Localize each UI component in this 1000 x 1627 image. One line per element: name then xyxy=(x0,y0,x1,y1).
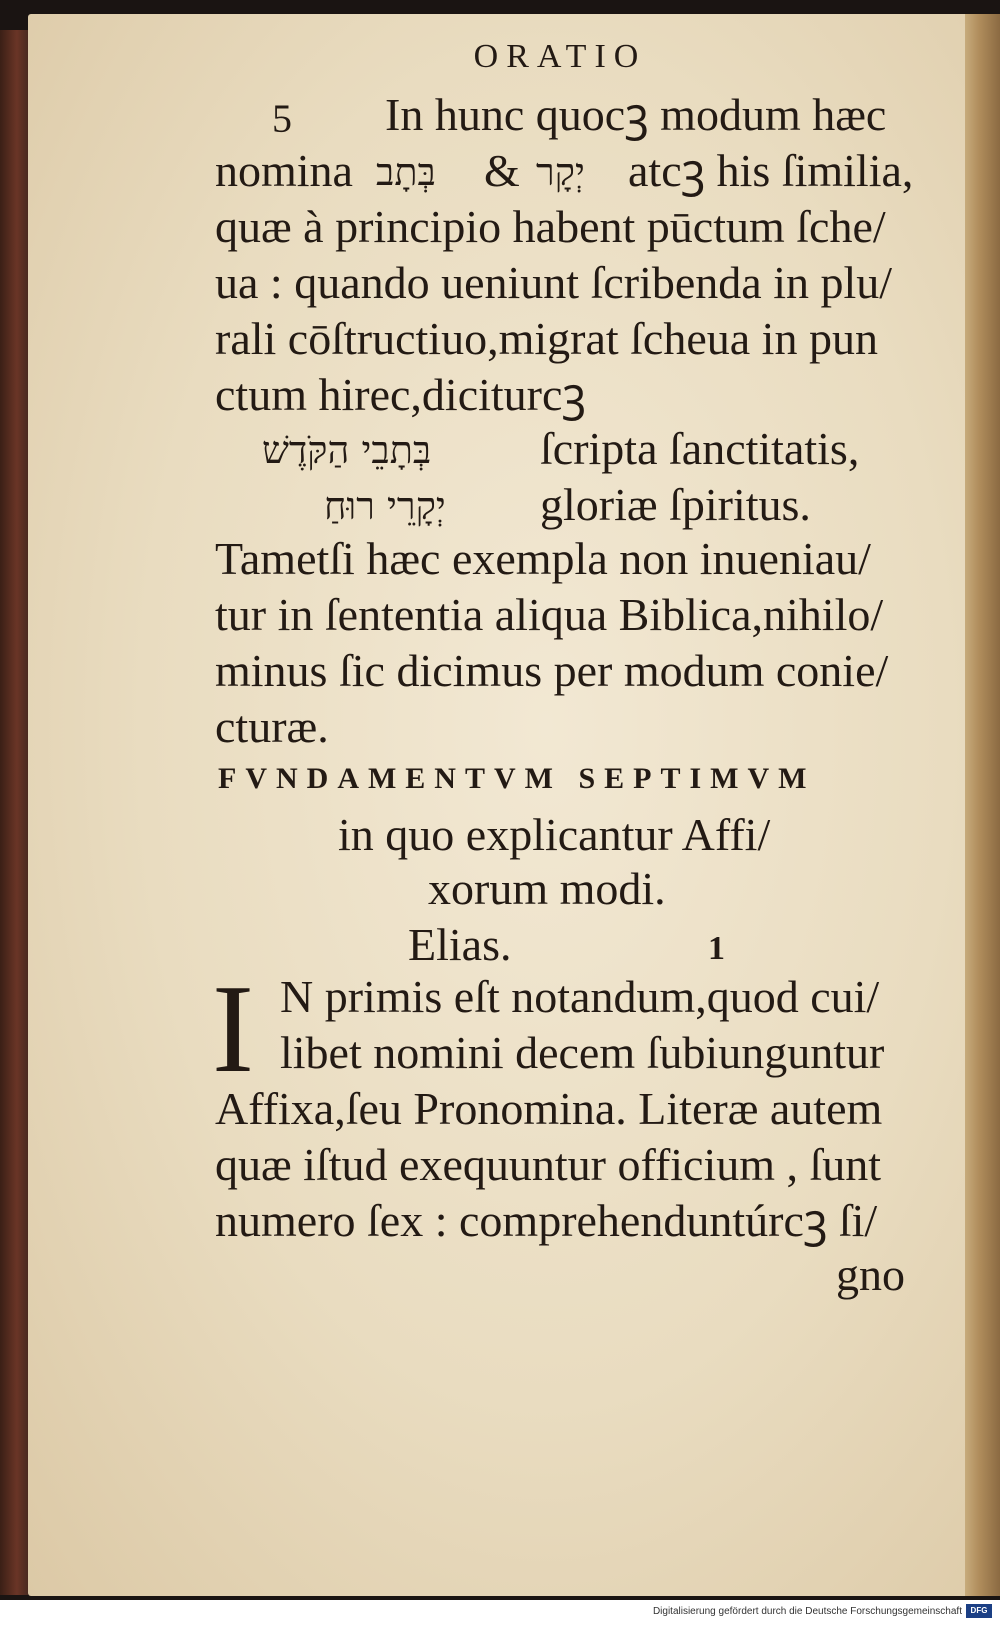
section-number: 5 xyxy=(272,96,292,141)
subtitle-line-2: xorum modi. xyxy=(428,863,666,914)
text-line-4: ua : quando ueniunt ſcribenda in plu/ xyxy=(215,257,893,308)
catchword: gno xyxy=(836,1249,905,1300)
text-line-2-start: nomina xyxy=(215,145,353,196)
paragraph-number: 1 xyxy=(708,930,725,967)
body-line-4: quæ iſtud exequuntur officium , ſunt xyxy=(215,1139,882,1190)
text-line-6: ctum hirec,diciturcꝫ xyxy=(215,369,586,420)
translation-2: gloriæ ſpiritus. xyxy=(540,479,811,530)
running-header: ORATIO xyxy=(473,38,647,75)
author-name: Elias. xyxy=(408,919,512,970)
section-heading: FVNDAMENTVM SEPTIMVM xyxy=(218,762,816,795)
drop-cap: I xyxy=(212,960,254,1099)
dfg-logo: DFG xyxy=(966,1604,992,1618)
text-line-5: rali cōſtructiuo,migrat ſcheua in pun xyxy=(215,313,878,364)
subtitle-line-1: in quo explicantur Affi/ xyxy=(338,809,771,860)
text-line-2-end: atcꝫ his ſimilia, xyxy=(628,145,914,196)
body-line-1: N primis eſt notandum,quod cui/ xyxy=(280,971,880,1022)
footer-credit: Digitalisierung gefördert durch die Deutsche Forschungsgemeinschaft xyxy=(652,1606,962,1617)
hebrew-word-2: יְקָר xyxy=(536,150,585,194)
page-fore-edge xyxy=(965,14,1000,1596)
body-line-2: libet nomini decem ſubiunguntur xyxy=(280,1027,885,1078)
text-line-10: cturæ. xyxy=(215,701,329,752)
body-line-3: Affixa,ſeu Pronomina. Literæ autem xyxy=(215,1083,883,1134)
hebrew-phrase-1: בְּתָבֵי הַקֹּדֶשׁ xyxy=(262,428,432,472)
text-line-3: quæ à principio habent pūctum ſche/ xyxy=(215,201,886,252)
translation-1: ſcripta ſanctitatis, xyxy=(540,423,860,474)
ampersand: & xyxy=(484,145,520,196)
text-line-7: Tametſi hæc exempla non inueniau/ xyxy=(215,533,871,584)
text-line-9: minus ſic dicimus per modum conie/ xyxy=(215,645,889,696)
text-line-8: tur in ſententia aliqua Biblica,nihilo/ xyxy=(215,589,884,640)
book-spine-edge xyxy=(0,30,28,1595)
hebrew-phrase-2: יְקָרֵי רוּחַ xyxy=(324,484,446,528)
text-line-1: In hunc quocꝫ modum hæc xyxy=(385,89,887,140)
hebrew-word-1: בְּתָב xyxy=(376,150,436,194)
body-line-5: numero ſex : comprehenduntúrcꝫ ſi/ xyxy=(215,1195,878,1246)
